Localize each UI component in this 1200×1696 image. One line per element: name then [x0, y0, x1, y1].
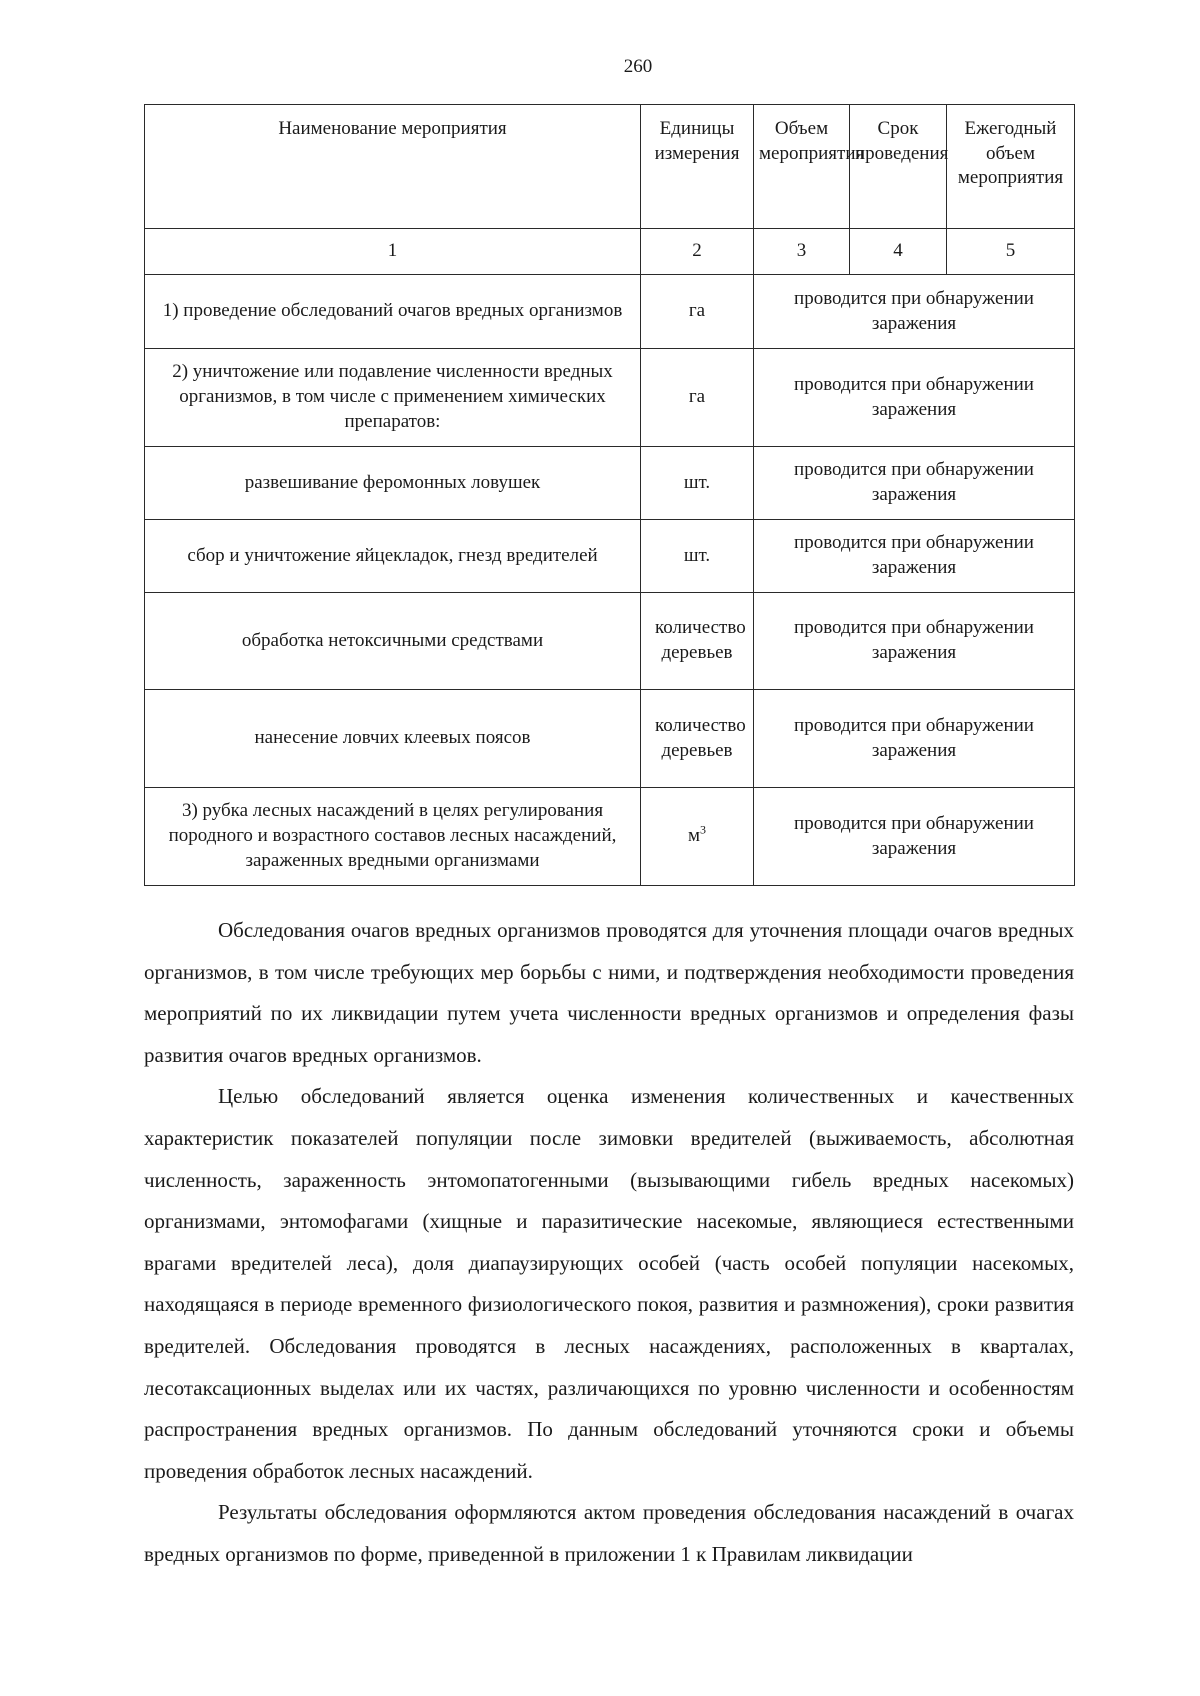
- activity-unit: шт.: [641, 447, 754, 520]
- table-row: [145, 349, 1075, 447]
- paragraph: Целью обследований является оценка изменения количественных и качественных характеристик показателей популяции после зимовки вредителей (выживаемость, абсолютная численность, зараженность энтомопатогенными (вызывающими гибель вредных насекомых) организмами, энтомофагами (хищные и паразитические насекомые, являющиеся естественными врагами вредителей леса), доля диапаузирующих особей (часть особей популяции насекомых, находящаяся в периоде временного физиологического покоя, развития и размножения), сроки развития вредителей. Обследования проводятся в лесных насаждениях, расположенных в кварталах, лесотаксационных выделах или их частях, различающихся по уровню численности и особенностям распространения вредных организмов. По данным обследований уточняются сроки и объемы проведения обработок лесных насаждений.: [144, 1084, 1074, 1483]
- activity-note: проводится при обнаружении заражения: [754, 275, 1075, 349]
- activity-unit: га: [641, 275, 754, 349]
- activity-note: проводится при обнаружении заражения: [754, 690, 1075, 788]
- activity-unit: шт.: [641, 520, 754, 593]
- table-row: [145, 447, 1075, 520]
- activity-unit: м: [687, 825, 701, 847]
- column-number: 3: [754, 229, 850, 275]
- activity-unit: количество деревьев: [641, 593, 754, 690]
- activity-name: 1) проведение обследований очагов вредных организмов: [145, 275, 641, 349]
- activity-unit-cell: [641, 788, 754, 886]
- activity-note: проводится при обнаружении заражения: [754, 447, 1075, 520]
- activity-note: проводится при обнаружении заражения: [754, 593, 1075, 690]
- table-row: [145, 593, 1075, 690]
- body-text: [144, 910, 1074, 1576]
- table-row: [145, 520, 1075, 593]
- activity-name: нанесение ловчих клеевых поясов: [145, 690, 641, 788]
- activity-note: проводится при обнаружении заражения: [754, 349, 1075, 447]
- paragraph: Результаты обследования оформляются актом проведения обследования насаждений в очагах вредных организмов по форме, приведенной в приложении 1 к Правилам ликвидации: [144, 1500, 1074, 1566]
- header-annual-volume: Ежегодный объем мероприятия: [947, 105, 1075, 229]
- header-units: Единицы измерения: [641, 105, 754, 229]
- activity-unit: га: [641, 349, 754, 447]
- column-number: 4: [850, 229, 947, 275]
- unit-superscript: 3: [700, 822, 707, 837]
- page-number: 260: [623, 56, 653, 77]
- activity-note: проводится при обнаружении заражения: [754, 788, 1075, 886]
- column-number: 5: [947, 229, 1075, 275]
- header-activity-name: Наименование мероприятия: [145, 105, 641, 229]
- table-row: [145, 275, 1075, 349]
- table-row: [145, 788, 1075, 886]
- header-volume: Объем мероприятия: [754, 105, 850, 229]
- activity-name: сбор и уничтожение яйцекладок, гнезд вредителей: [145, 520, 641, 593]
- activity-name: обработка нетоксичными средствами: [145, 593, 641, 690]
- header-period: Срок проведения: [850, 105, 947, 229]
- activity-unit: количество деревьев: [641, 690, 754, 788]
- activity-name: 2) уничтожение или подавление численности вредных организмов, в том числе с применением химических препаратов:: [145, 349, 641, 447]
- table-header-row: [145, 105, 1075, 229]
- column-numbers-row: [145, 229, 1075, 275]
- column-number: 1: [145, 229, 641, 275]
- activity-name: 3) рубка лесных насаждений в целях регулирования породного и возрастного составов лесных насаждений, зараженных вредными организмами: [145, 788, 641, 886]
- column-number: 2: [641, 229, 754, 275]
- activities-table: [144, 104, 1075, 886]
- activity-note: проводится при обнаружении заражения: [754, 520, 1075, 593]
- paragraph: Обследования очагов вредных организмов проводятся для уточнения площади очагов вредных организмов, в том числе требующих мер борьбы с ними, и подтверждения необходимости проведения мероприятий по их ликвидации путем учета численности вредных организмов и определения фазы развития очагов вредных организмов.: [144, 918, 1074, 1067]
- table-row: [145, 690, 1075, 788]
- activity-name: развешивание феромонных ловушек: [145, 447, 641, 520]
